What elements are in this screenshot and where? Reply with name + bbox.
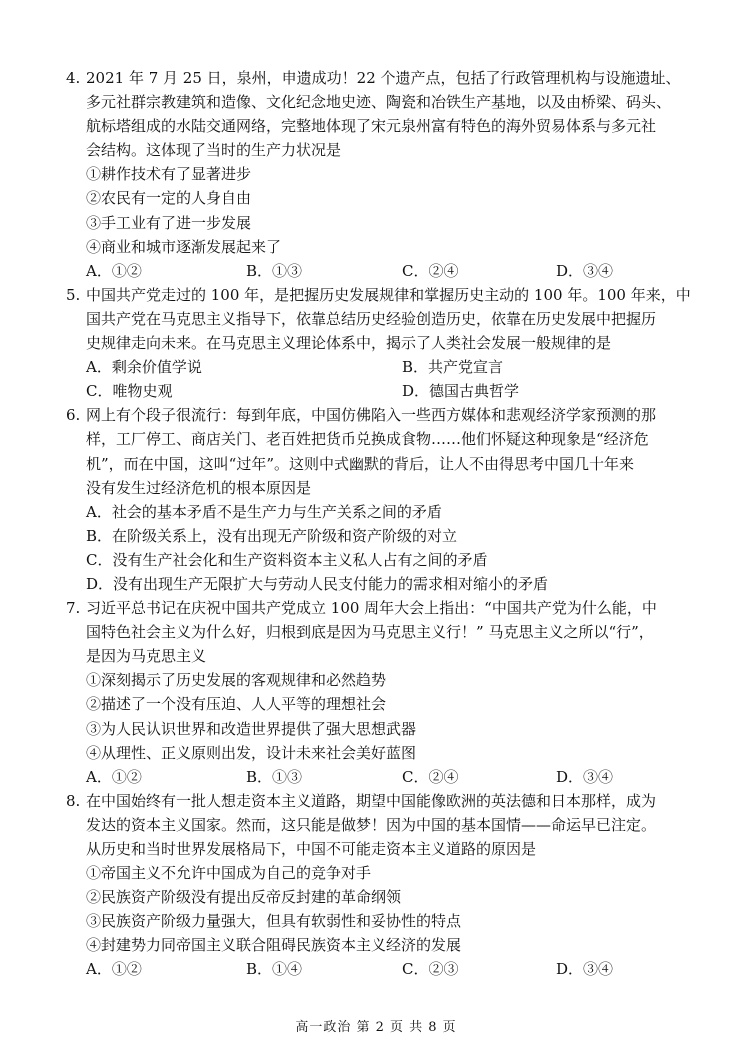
answer-choice-row bbox=[86, 765, 686, 789]
question-4 bbox=[66, 66, 686, 283]
answer-choice-row bbox=[86, 355, 686, 379]
question-stem-line bbox=[66, 789, 686, 813]
question-stem-text: 2021 年 7 月 25 日，泉州，申遗成功！22 个遗产点，包括了行政管理机构与设施遗址、 bbox=[86, 69, 681, 87]
answer-choice[interactable]: A．①② bbox=[86, 767, 142, 786]
question-stem-text: 航标塔组成的水陆交通网络，完整地体现了宋元泉州富有特色的海外贸易体系与多元社 bbox=[86, 117, 657, 136]
question-number: 7. bbox=[66, 599, 81, 618]
question-stem-line bbox=[86, 90, 686, 114]
answer-choice[interactable]: C．没有生产社会化和生产资料资本主义私人占有之间的矛盾 bbox=[86, 550, 488, 569]
question-stem-text: 没有发生过经济危机的根本原因是 bbox=[86, 478, 312, 497]
statement-item: ②民族资产阶级没有提出反帝反封建的革命纲领 bbox=[86, 888, 402, 907]
statement-item: ②描述了一个没有压迫、人人平等的理想社会 bbox=[86, 695, 387, 714]
question-number: 5. bbox=[66, 285, 81, 304]
statement-item: ①帝国主义不允许中国成为自己的竞争对手 bbox=[86, 864, 372, 883]
question-stem-line bbox=[66, 283, 691, 307]
question-stem-line bbox=[66, 66, 686, 90]
question-stem-text: 多元社群宗教建筑和造像、文化纪念地史迹、陶瓷和冶铁生产基地，以及由桥梁、码头、 bbox=[86, 93, 672, 112]
statement-item: ③手工业有了进一步发展 bbox=[86, 213, 252, 232]
question-stem-text: 史规律走向未来。在马克思主义理论体系中，揭示了人类社会发展一般规律的是 bbox=[86, 334, 612, 353]
question-stem-text: 会结构。这体现了当时的生产力状况是 bbox=[86, 141, 342, 160]
question-stem-line bbox=[86, 644, 686, 668]
question-stem-text: 国共产党在马克思主义指导下，依靠总结历史经验创造历史，依靠在历史发展中把握历 bbox=[86, 309, 657, 328]
answer-choice[interactable]: A．社会的基本矛盾不是生产力与生产关系之间的矛盾 bbox=[86, 502, 442, 521]
question-stem-text: 网上有个段子很流行：每到年底，中国仿佛陷入一些西方媒体和悲观经济学家预测的那 bbox=[86, 406, 657, 425]
answer-choice[interactable]: D．③④ bbox=[556, 261, 614, 280]
question-stem-line bbox=[86, 427, 686, 451]
statement-item: ③为人民认识世界和改造世界提供了强大思想武器 bbox=[86, 719, 417, 738]
statement-item: ①深刻揭示了历史发展的客观规律和必然趋势 bbox=[86, 671, 387, 690]
question-5 bbox=[66, 283, 691, 403]
question-stem-line bbox=[86, 476, 686, 500]
answer-choice[interactable]: D．没有出现生产无限扩大与劳动人民支付能力的需求相对缩小的矛盾 bbox=[86, 574, 549, 593]
question-stem-text: 机”，而在中国，这叫“过年”。这则中式幽默的背后，让人不由得思考中国几十年来 bbox=[86, 454, 635, 473]
answer-choice[interactable]: C．②③ bbox=[402, 960, 459, 979]
answer-choice[interactable]: A．①② bbox=[86, 261, 142, 280]
question-stem-line bbox=[86, 620, 686, 644]
question-stem-line bbox=[86, 813, 686, 837]
question-number: 8. bbox=[66, 791, 81, 810]
question-stem-line bbox=[86, 114, 686, 138]
answer-choice[interactable]: B．①③ bbox=[246, 261, 303, 280]
question-number: 4. bbox=[66, 69, 81, 87]
question-stem-text: 习近平总书记在庆祝中国共产党成立 100 周年大会上指出：“中国共产党为什么能，中 bbox=[86, 599, 657, 618]
answer-choice-row bbox=[86, 957, 686, 981]
question-stem-line bbox=[66, 403, 686, 427]
question-stem-text: 是因为马克思主义 bbox=[86, 647, 207, 666]
answer-choice[interactable]: A．剩余价值学说 bbox=[86, 358, 202, 377]
question-list bbox=[66, 66, 691, 982]
statement-item: ④商业和城市逐渐发展起来了 bbox=[86, 237, 282, 256]
answer-choice-row bbox=[86, 379, 686, 403]
answer-choice-row bbox=[86, 259, 686, 283]
question-stem-text: 从历史和当时世界发展格局下，中国不可能走资本主义道路的原因是 bbox=[86, 840, 537, 858]
question-stem-text: 国特色社会主义为什么好，归根到底是因为马克思主义行！” 马克思主义之所以“行”， bbox=[86, 623, 654, 642]
answer-choice[interactable]: B．①③ bbox=[246, 767, 303, 786]
statement-item: ④封建势力同帝国主义联合阻碍民族资本主义经济的发展 bbox=[86, 936, 462, 955]
answer-choice[interactable]: B．①④ bbox=[246, 960, 303, 979]
answer-choice[interactable]: A．①② bbox=[86, 960, 142, 979]
answer-choice[interactable]: D．③④ bbox=[556, 767, 614, 786]
question-stem-text: 中国共产党走过的 100 年，是把握历史发展规律和掌握历史主动的 100 年。100 年来，中 bbox=[86, 285, 691, 304]
question-stem-line bbox=[86, 331, 686, 355]
question-7 bbox=[66, 596, 686, 789]
question-stem-line bbox=[86, 452, 686, 476]
question-8 bbox=[66, 789, 686, 982]
statement-item: ④从理性、正义原则出发，设计未来社会美好蓝图 bbox=[86, 743, 417, 762]
answer-choice[interactable]: D．③④ bbox=[556, 960, 614, 979]
answer-choice[interactable]: B．在阶级关系上，没有出现无产阶级和资产阶级的对立 bbox=[86, 526, 458, 545]
statement-item: ②农民有一定的人身自由 bbox=[86, 189, 252, 208]
statement-item: ③民族资产阶级力量强大，但具有软弱性和妥协性的特点 bbox=[86, 912, 462, 931]
answer-choice[interactable]: D．德国古典哲学 bbox=[402, 382, 520, 401]
statement-item: ①耕作技术有了显著进步 bbox=[86, 165, 252, 184]
answer-choice[interactable]: C．②④ bbox=[402, 767, 459, 786]
question-stem-line bbox=[86, 138, 686, 162]
question-stem-text: 样，工厂停工、商店关门、老百姓把货币兑换成食物……他们怀疑这种现象是“经济危 bbox=[86, 430, 649, 449]
question-stem-line bbox=[86, 837, 686, 861]
question-number: 6. bbox=[66, 406, 81, 425]
page-footer: 高一政治 第 2 页 共 8 页 bbox=[295, 1020, 457, 1035]
answer-choice[interactable]: B．共产党宣言 bbox=[402, 358, 504, 377]
question-stem-line bbox=[86, 307, 686, 331]
question-stem-text: 发达的资本主义国家。然而，这只能是做梦！因为中国的基本国情——命运早已注定。 bbox=[86, 815, 657, 834]
question-stem-line bbox=[66, 596, 686, 620]
answer-choice[interactable]: C．唯物史观 bbox=[86, 382, 173, 401]
answer-choice[interactable]: C．②④ bbox=[402, 261, 459, 280]
question-stem-text: 在中国始终有一批人想走资本主义道路，期望中国能像欧洲的英法德和日本那样，成为 bbox=[86, 791, 657, 810]
question-6 bbox=[66, 403, 686, 596]
